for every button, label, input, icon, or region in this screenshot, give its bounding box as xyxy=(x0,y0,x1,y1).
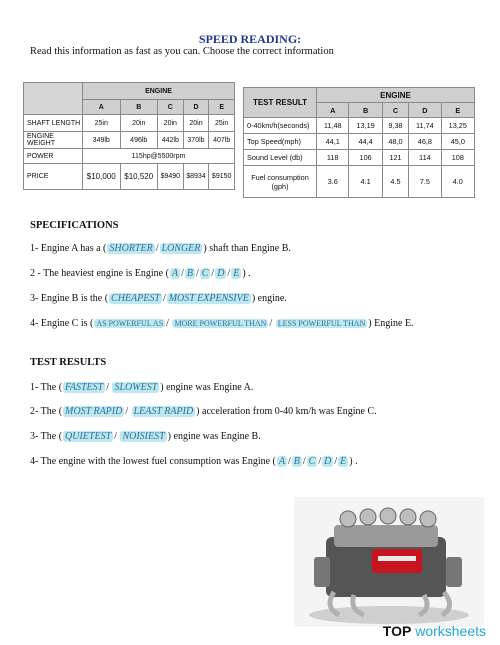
table1-col-a: A xyxy=(83,100,121,115)
fuel-unit-label: (gph) xyxy=(271,181,289,191)
cell: $8934 xyxy=(183,164,209,190)
cell: 3.6 xyxy=(317,166,349,198)
option-c[interactable]: C xyxy=(201,268,209,279)
cell: $9490 xyxy=(158,164,184,190)
option-most-rapid[interactable]: MOST RAPID xyxy=(65,406,123,417)
cell: 11,48 xyxy=(317,118,349,134)
cell: 4.1 xyxy=(349,166,382,198)
cell: $10,000 xyxy=(83,164,121,190)
table1-col-d: D xyxy=(183,100,209,115)
cell: 44,1 xyxy=(317,134,349,150)
cell: 496lb xyxy=(120,132,158,149)
table1-col-b: B xyxy=(120,100,158,115)
option-d[interactable]: D xyxy=(217,268,225,279)
option-d[interactable]: D xyxy=(324,456,332,467)
cell: 46,8 xyxy=(409,134,441,150)
cell: 121 xyxy=(382,150,408,166)
row-label: 0-40km/h(seconds) xyxy=(244,118,317,134)
cell: 442lb xyxy=(158,132,184,149)
cell: 4.5 xyxy=(382,166,408,198)
fuel-label: Fuel consumption xyxy=(251,172,309,182)
specifications-heading: SPECIFICATIONS xyxy=(30,220,119,231)
option-less-powerful-than[interactable]: LESS POWERFUL THAN xyxy=(277,319,366,328)
cell: 7.5 xyxy=(409,166,441,198)
cell: 106 xyxy=(349,150,382,166)
cell: 349lb xyxy=(83,132,121,149)
row-label: SHAFT LENGTH xyxy=(24,115,83,132)
test-question-3: 3- The ( QUIETEST / NOISIEST ) engine was Engine B. xyxy=(30,431,261,442)
test-results-heading: TEST RESULTS xyxy=(30,357,107,368)
option-cheapest[interactable]: CHEAPEST xyxy=(111,293,160,304)
test-question-2: 2- The ( MOST RAPID / LEAST RAPID ) acceleration from 0-40 km/h was Engine C. xyxy=(30,406,377,417)
option-more-powerful-than[interactable]: MORE POWERFUL THAN xyxy=(174,319,267,328)
cell: 20in xyxy=(183,115,209,132)
option-most-expensive[interactable]: MOST EXPENSIVE xyxy=(168,293,249,304)
table-row xyxy=(24,164,235,190)
table2-col-e: E xyxy=(441,103,474,118)
cell: 25in xyxy=(83,115,121,132)
option-quietest[interactable]: QUIETEST xyxy=(65,431,112,442)
option-c[interactable]: C xyxy=(308,456,316,467)
cell: 48,0 xyxy=(382,134,408,150)
option-a[interactable]: A xyxy=(171,268,179,279)
cell: 4.0 xyxy=(441,166,474,198)
table-row xyxy=(24,115,235,132)
cell: 11,74 xyxy=(409,118,441,134)
table-row xyxy=(244,118,475,134)
spec-question-1: 1- Engine A has a ( SHORTER / LONGER ) shaft than Engine B. xyxy=(30,243,291,254)
option-slowest[interactable]: SLOWEST xyxy=(114,382,158,393)
cell: 45,0 xyxy=(441,134,474,150)
spec-question-2: 2 - The heaviest engine is Engine ( A / B / C / D / E ) . xyxy=(30,268,251,279)
table1-corner xyxy=(24,83,83,115)
row-label: Top Speed(mph) xyxy=(244,134,317,150)
brand-logo: TOP worksheets xyxy=(382,623,486,639)
option-least-rapid[interactable]: LEAST RAPID xyxy=(133,406,194,417)
cell: 9,38 xyxy=(382,118,408,134)
cell: 25in xyxy=(209,115,235,132)
cell: 20in xyxy=(120,115,158,132)
engine-photo xyxy=(294,497,484,627)
cell: 108 xyxy=(441,150,474,166)
test-results-table xyxy=(243,87,475,198)
row-label: Sound Level (db) xyxy=(244,150,317,166)
option-as-powerful-as[interactable]: AS POWERFUL AS xyxy=(96,319,164,328)
cell: 370lb xyxy=(183,132,209,149)
row-label: PRICE xyxy=(24,164,83,190)
cell: 44,4 xyxy=(349,134,382,150)
cell: 13,19 xyxy=(349,118,382,134)
cell: 407lb xyxy=(209,132,235,149)
instruction: Read this information as fast as you can. Choose the correct information xyxy=(30,46,334,57)
option-e[interactable]: E xyxy=(233,268,240,279)
option-shorter[interactable]: SHORTER xyxy=(109,243,153,254)
table-row xyxy=(244,150,475,166)
table2-col-a: A xyxy=(317,103,349,118)
option-longer[interactable]: LONGER xyxy=(161,243,201,254)
table-row xyxy=(24,132,235,149)
row-label: POWER xyxy=(24,149,83,164)
table2-col-b: B xyxy=(349,103,382,118)
cell: $9150 xyxy=(209,164,235,190)
option-b[interactable]: B xyxy=(293,456,300,467)
table1-engine-header: ENGINE xyxy=(83,83,235,100)
cell: 20in xyxy=(158,115,184,132)
power-merged-cell: 115hp@5500rpm xyxy=(83,149,235,164)
option-e[interactable]: E xyxy=(340,456,347,467)
cell: 114 xyxy=(409,150,441,166)
table2-col-d: D xyxy=(409,103,441,118)
spec-question-3: 3- Engine B is the ( CHEAPEST / MOST EXPENSIVE ) engine. xyxy=(30,293,287,304)
spec-question-4: 4- Engine C is ( AS POWERFUL AS / MORE POWERFUL THAN / LESS POWERFUL THAN ) Engine E. xyxy=(30,318,414,329)
option-b[interactable]: B xyxy=(186,268,193,279)
row-label: ENGINE WEIGHT xyxy=(24,132,83,149)
row-label xyxy=(244,166,317,198)
table2-col-c: C xyxy=(382,103,408,118)
table-row xyxy=(244,134,475,150)
cell: $10,520 xyxy=(120,164,158,190)
test-question-1: 1- The ( FASTEST / SLOWEST ) engine was Engine A. xyxy=(30,382,254,393)
page-title: SPEED READING: xyxy=(198,32,302,46)
table2-engine-header: ENGINE xyxy=(317,88,475,103)
engine-specs-table xyxy=(23,82,235,190)
option-fastest[interactable]: FASTEST xyxy=(65,382,104,393)
option-a[interactable]: A xyxy=(278,456,285,467)
table-row xyxy=(244,166,475,198)
option-noisiest[interactable]: NOISIEST xyxy=(122,431,165,442)
table1-col-e: E xyxy=(209,100,235,115)
cell: 118 xyxy=(317,150,349,166)
table2-corner: TEST RESULT xyxy=(244,88,317,118)
test-question-4: 4- The engine with the lowest fuel consumption was Engine ( A / B / C / D / E ) . xyxy=(30,456,358,467)
table-row xyxy=(24,149,235,164)
table1-col-c: C xyxy=(158,100,184,115)
cell: 13,25 xyxy=(441,118,474,134)
